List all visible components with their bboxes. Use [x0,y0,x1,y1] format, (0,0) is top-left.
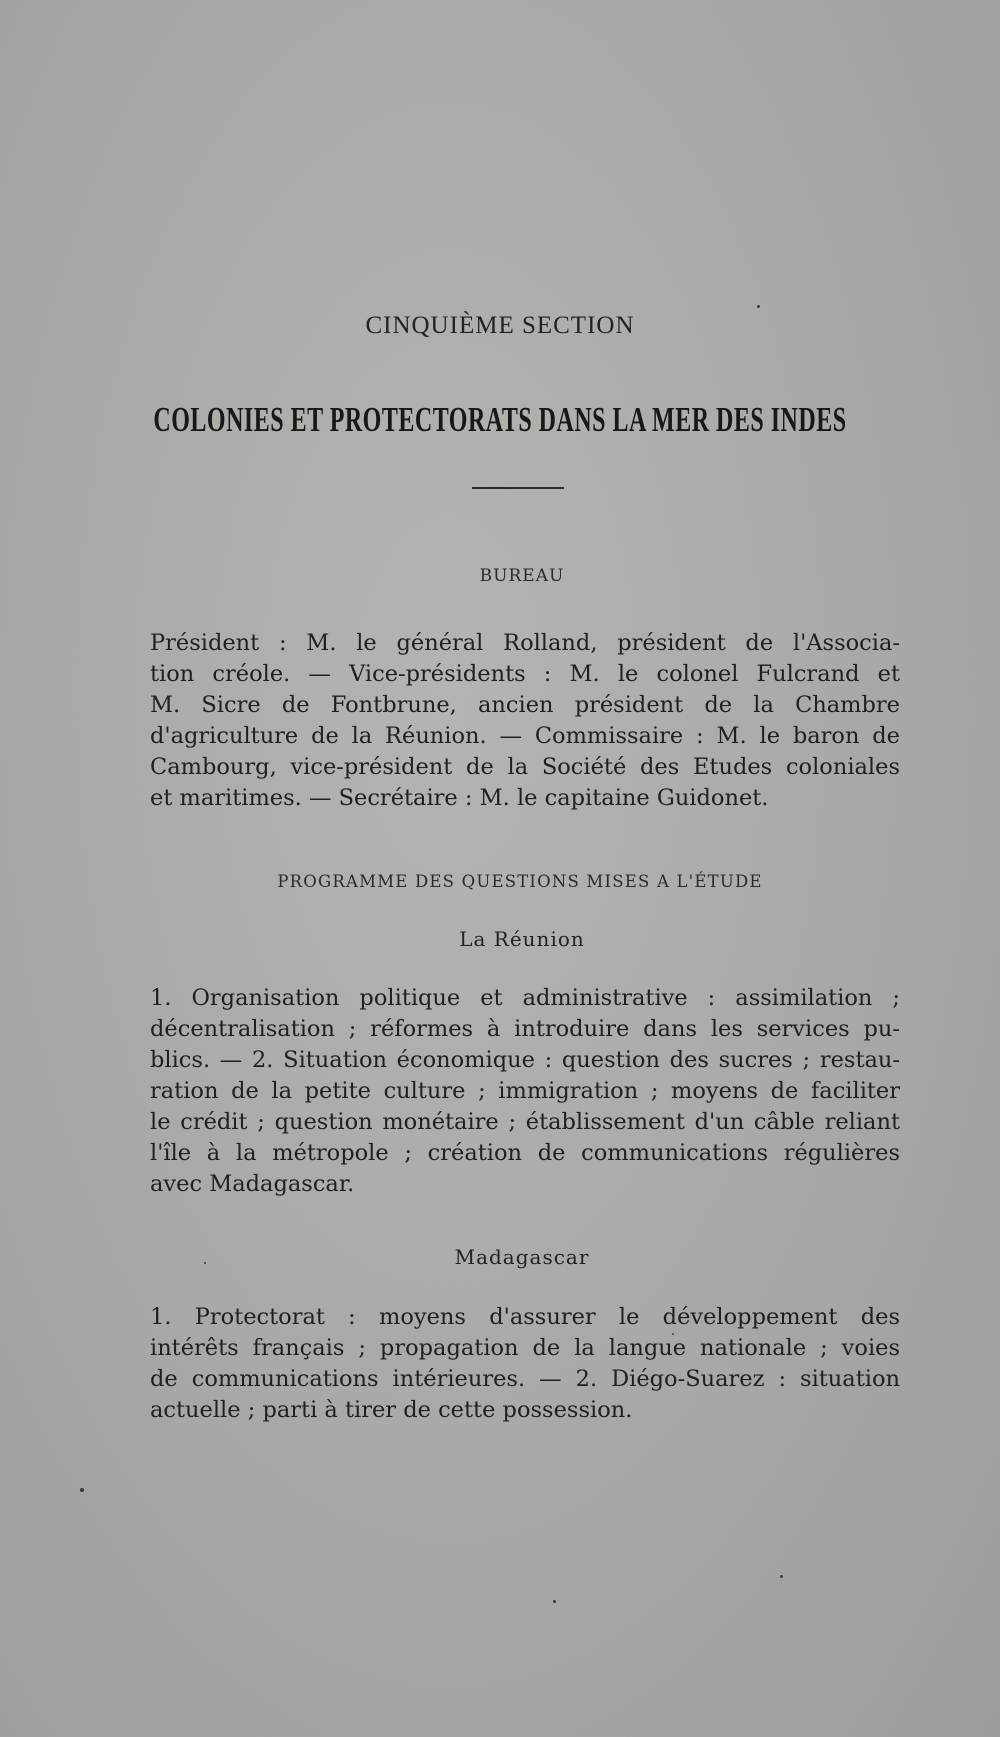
paper-speck [780,1575,783,1578]
reunion-line: ration de la petite culture ; immigration ; moyens de faciliter [150,1078,900,1104]
paper-speck [757,305,760,308]
bureau-line: Président : M. le général Rolland, président de l'Associa- [150,630,900,656]
bureau-line: M. Sicre de Fontbrune, ancien président de la Chambre [150,692,900,718]
paper-speck [553,1600,556,1603]
bureau-heading: BUREAU [479,566,565,586]
paper-speck [204,1262,206,1264]
madagascar-line: 1. Protectorat : moyens d'assurer le développement des [150,1304,900,1330]
madagascar-line: de communications intérieures. — 2. Diégo-Suarez : situation [150,1366,900,1392]
title-divider [472,487,564,489]
bureau-paragraph [150,628,900,814]
madagascar-line: intérêts français ; propagation de la langue nationale ; voies [150,1335,900,1361]
reunion-line: le crédit ; question monétaire ; établissement d'un câble reliant [150,1109,900,1135]
reunion-line: décentralisation ; réformes à introduire dans les services pu- [150,1016,900,1042]
paper-speck [80,1488,84,1492]
bureau-line: Cambourg, vice-président de la Société des Etudes coloniales [150,754,900,780]
reunion-heading: La Réunion [459,927,585,951]
paper-speck [672,1333,674,1335]
main-title: COLONIES ET PROTECTORATS DANS LA MER DES INDES [153,402,847,440]
madagascar-paragraph [150,1302,900,1426]
madagascar-heading: Madagascar [454,1245,590,1269]
bureau-line: et maritimes. — Secrétaire : M. le capitaine Guidonet. [150,785,769,811]
reunion-line: blics. — 2. Situation économique : question des sucres ; restau- [150,1047,900,1073]
bureau-line: d'agriculture de la Réunion. — Commissaire : M. le baron de [150,723,900,749]
madagascar-line: actuelle ; parti à tirer de cette possession. [150,1397,633,1423]
reunion-line: avec Madagascar. [150,1171,355,1197]
reunion-line: l'île à la métropole ; création de communications régulières [150,1140,900,1166]
section-title: CINQUIÈME SECTION [365,312,635,339]
bureau-line: tion créole. — Vice-présidents : M. le colonel Fulcrand et [150,661,900,687]
reunion-line: 1. Organisation politique et administrative : assimilation ; [150,985,900,1011]
programme-heading: PROGRAMME DES QUESTIONS MISES A L'ÉTUDE [277,872,763,891]
reunion-paragraph [150,983,900,1200]
